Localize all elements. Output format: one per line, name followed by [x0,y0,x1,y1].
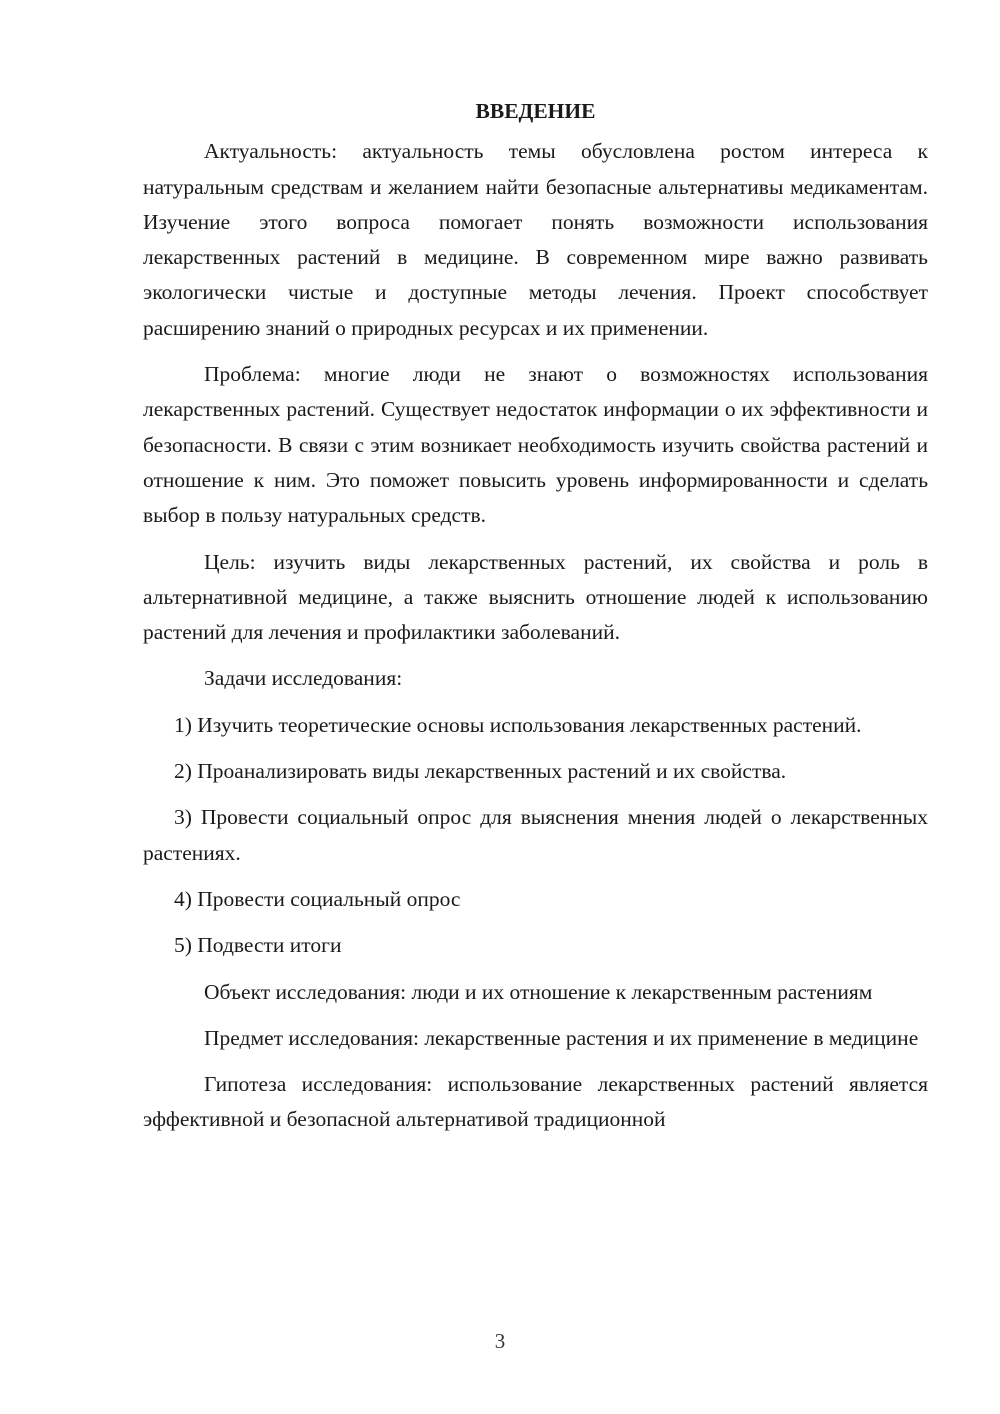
hypothesis-paragraph: Гипотеза исследования: использование лекарственных растений является эффективной и безопасной альтернативой традиционной [143,1072,928,1132]
section-title: ВВЕДЕНИЕ [475,99,596,123]
tasks-heading: Задачи исследования: [204,666,403,691]
problem-paragraph: Проблема: многие люди не знают о возможностях использования лекарственных растений. Существует недостаток информации о их эффективности и безопасности. В связи с этим возникает необходимость изучить свойства растений и отношение к ним. Это поможет повысить уровень информированности и сделать выбор в пользу натуральных средств. [143,362,928,528]
task-item-4: 4) Провести социальный опрос [174,886,461,911]
subject-paragraph: Предмет исследования: лекарственные растения и их применение в медицине [204,1025,919,1050]
document-page [143,94,928,1149]
task-item-2: 2) Проанализировать виды лекарственных растений и их свойства. [174,759,787,784]
object-paragraph: Объект исследования: люди и их отношение к лекарственным растениям [204,979,873,1004]
relevance-paragraph: Актуальность: актуальность темы обусловлена ростом интереса к натуральным средствам и желанием найти безопасные альтернативы медикаментам. Изучение этого вопроса помогает понять возможности использования лекарственных растений в медицине. В современном мире важно развивать экологически чистые и доступные методы лечения. Проект способствует расширению знаний о природных ресурсах и их применении. [143,139,928,340]
goal-paragraph: Цель: изучить виды лекарственных растений, их свойства и роль в альтернативной медицине, а также выяснить отношение людей к использованию растений для лечения и профилактики заболеваний. [143,549,928,645]
task-item-5: 5) Подвести итоги [174,933,342,958]
page-number: 3 [494,1329,506,1353]
task-item-1: 1) Изучить теоретические основы использования лекарственных растений. [174,712,862,737]
task-item-3: 3) Провести социальный опрос для выяснения мнения людей о лекарственных растениях. [143,805,928,865]
